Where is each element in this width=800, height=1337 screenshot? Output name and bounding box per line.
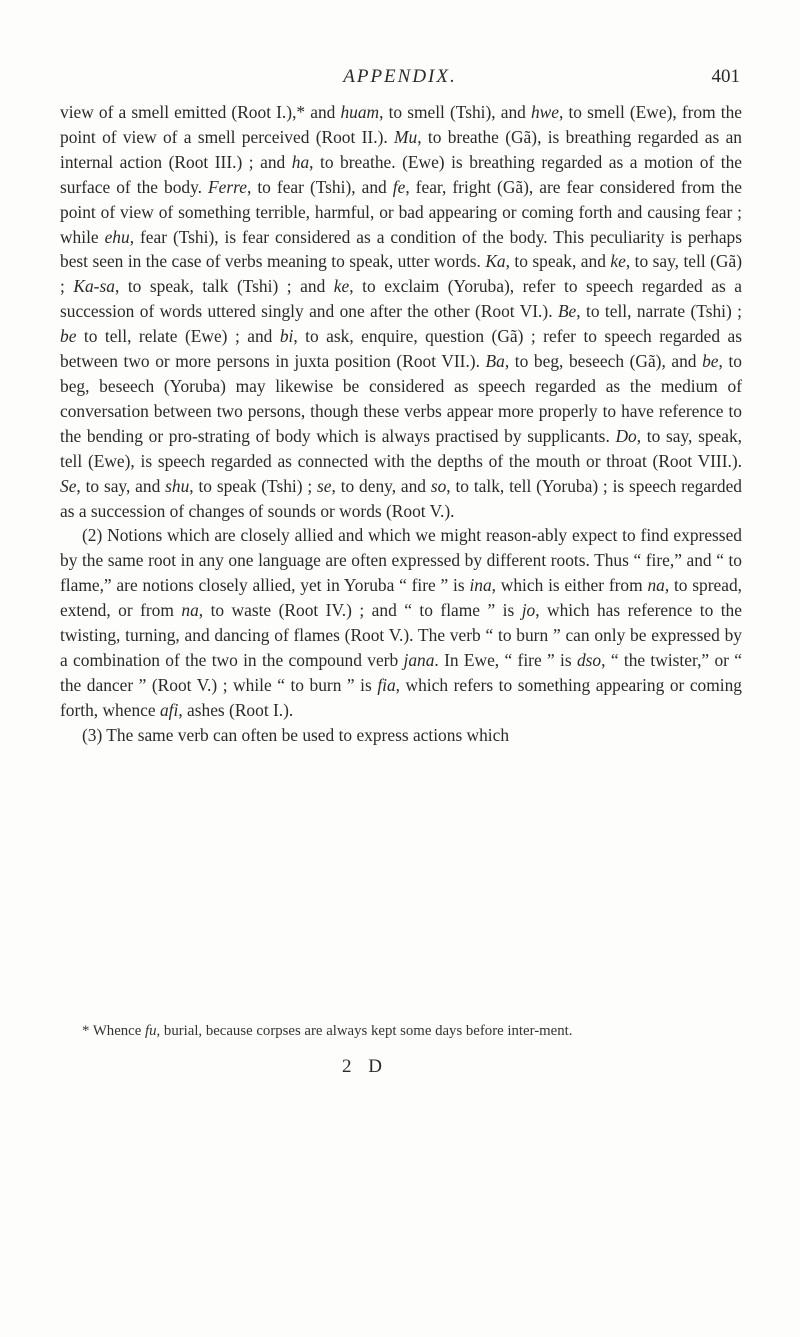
text-run: , to exclaim (Yoruba), refer to speech regarded as a succession of words uttered singly and one after the other (Root VI.). (60, 276, 742, 322)
running-title: APPENDIX. (343, 66, 457, 87)
text-run: , fear, fright (Gã), are fear considered from the point of view of something terrible, harmful, or bad appearing or coming forth and causing fear ; while (60, 176, 742, 247)
text-run: , to talk, tell (Yoruba) ; is speech regarded as a succession of changes of sounds or words (Root V.). (60, 475, 742, 521)
italic-term: Se (60, 475, 77, 496)
text-run: , to speak, talk (Tshi) ; and (114, 276, 334, 297)
text-run: , to speak, and (505, 251, 611, 272)
body-text (60, 100, 742, 748)
italic-term: jana (403, 649, 435, 670)
italic-term: bi (279, 326, 294, 347)
italic-term: fe (392, 176, 406, 197)
text-run: , to spread, extend, or from (60, 575, 743, 621)
text-run: (3) The same verb can often be used to express actions which (82, 724, 510, 745)
italic-term: Ba (485, 351, 505, 372)
footnote (60, 1021, 742, 1042)
text-run: , to speak (Tshi) ; (189, 475, 318, 496)
italic-term: ke (333, 276, 350, 297)
text-run: , to say, speak, tell (Ewe), is speech regarded as connected with the depths of the mouth or throat (Root VIII.). (60, 425, 743, 471)
text-run: , to breathe. (Ewe) is breathing regarded as a motion of the surface of the body. (60, 151, 742, 197)
text-run: , to breathe (Gã), is breathing regarded as an internal action (Root III.) ; and (60, 126, 742, 172)
italic-term: na (647, 575, 665, 596)
text-run: , to say, tell (Gã) ; (60, 251, 742, 297)
italic-term: hwe (530, 102, 559, 122)
text-run: , to tell, narrate (Tshi) ; (576, 301, 743, 322)
text-run: , to beg, beseech (Yoruba) may likewise be considered as speech regarded as the medium of conversation between two persons, though these verbs appear more properly to have reference to the bending or pro-strating of body which is always practised by supplicants. (60, 351, 742, 446)
italic-term: huam (340, 102, 380, 122)
text-run: , ashes (Root I.). (178, 699, 294, 720)
text-run: , which refers to something appearing or coming forth, whence (60, 674, 742, 720)
text-run: , to beg, beseech (Gã), and (504, 351, 703, 372)
italic-term: Ka (485, 251, 506, 272)
text-run: , to ask, enquire, question (Gã) ; refer to speech regarded as between two or more persons in juxta position (Root VII.). (60, 326, 742, 372)
italic-term: ehu (104, 226, 130, 247)
text-run: (2) Notions which are closely allied and which we might reason-ably expect to find expressed by the same root in any one language are often expressed by different roots. Thus “ fire,” and “ to flame,” are notions closely allied, yet in Yoruba “ fire ” is (60, 525, 742, 596)
signature-mark: 2 D (342, 1056, 388, 1077)
italic-term: shu (165, 475, 190, 496)
italic-term: Ferre (208, 176, 247, 197)
italic-term: Ka-sa (73, 276, 115, 297)
text-run: , burial, because corpses are always kept some days before inter-ment. (156, 1023, 573, 1039)
text-run: , to deny, and (331, 475, 431, 496)
italic-term: Be (557, 301, 577, 322)
text-run: * Whence (82, 1023, 145, 1039)
italic-term: so (430, 475, 447, 496)
italic-term: dso (576, 649, 602, 670)
italic-term: jo (521, 600, 536, 621)
italic-term: na (181, 600, 199, 621)
text-run: view of a smell emitted (Root I.),* and (60, 102, 341, 122)
text-run: , to say, and (76, 475, 166, 496)
text-run: , to waste (Root IV.) ; and “ to flame ” is (198, 600, 522, 621)
paragraph (60, 723, 742, 748)
italic-term: ke (610, 251, 626, 272)
italic-term: Do (615, 425, 637, 446)
text-run: . In Ewe, “ fire ” is (434, 649, 577, 670)
italic-term: fu (145, 1023, 157, 1039)
page-number: 401 (711, 66, 740, 87)
text-run: , to smell (Tshi), and (379, 102, 531, 122)
text-run: , which has reference to the twisting, turning, and dancing of flames (Root V.). The verb “ to burn ” can only be expressed by a combination of the two in the compound verb (60, 600, 742, 670)
paragraph (60, 100, 742, 523)
paragraph (60, 523, 742, 722)
italic-term: be (702, 351, 719, 372)
text-run: , to fear (Tshi), and (246, 176, 393, 197)
italic-term: fia (377, 674, 396, 695)
italic-term: ha (291, 151, 310, 172)
text-run: to tell, relate (Ewe) ; and (76, 326, 280, 347)
text-run: , which is either from (491, 575, 648, 596)
running-head (60, 66, 740, 94)
text-run: , fear (Tshi), is fear considered as a condition of the body. This peculiarity is perhaps best seen in the case of verbs meaning to speak, utter words. (60, 226, 743, 272)
text-run: , to smell (Ewe), from the point of view of a smell perceived (Root II.). (60, 102, 742, 147)
text-run: , “ the twister,” or “ the dancer ” (Root V.) ; while “ to burn ” is (60, 649, 742, 695)
italic-term: afi (159, 699, 179, 720)
italic-term: se (317, 475, 332, 496)
italic-term: Mu (394, 126, 418, 147)
italic-term: ina (469, 575, 492, 596)
italic-term: be (60, 326, 77, 347)
